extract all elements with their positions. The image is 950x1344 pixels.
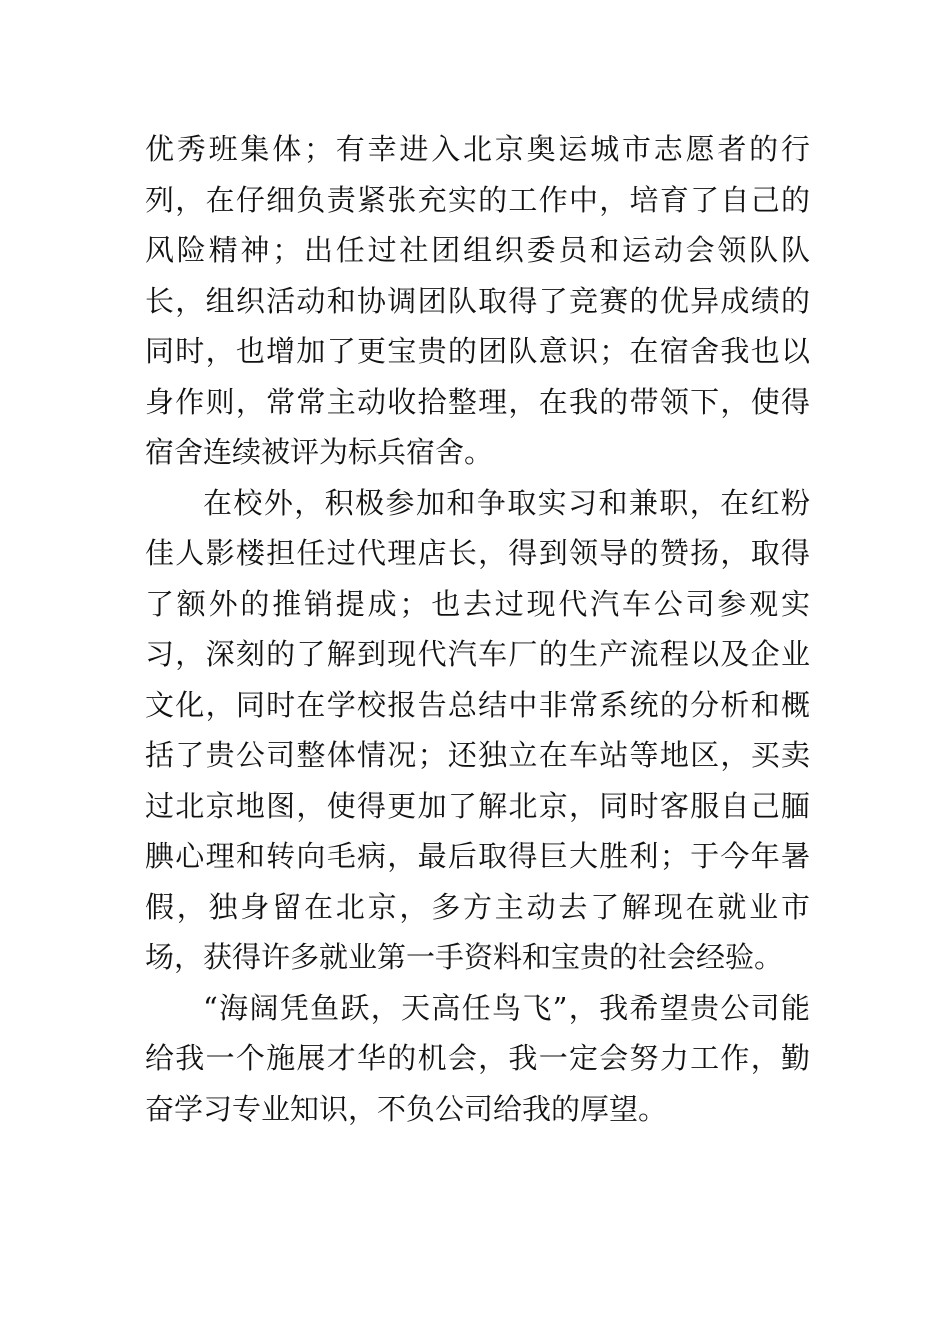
document-body [145,124,810,1134]
paragraph-continued: 优秀班集体；有幸进入北京奥运城市志愿者的行列，在仔细负责紧张充实的工作中，培育了自己的风险精神；出任过社团组织委员和运动会领队队长，组织活动和协调团队取得了竞赛的优异成绩的同时，也增加了更宝贵的团队意识；在宿舍我也以身作则，常常主动收拾整理，在我的带领下，使得宿舍连续被评为标兵宿舍。 [145,132,810,469]
paragraph-closing: “海阔凭鱼跃，天高任鸟飞”，我希望贵公司能给我一个施展才华的机会，我一定会努力工作，勤奋学习专业知识，不负公司给我的厚望。 [145,990,810,1126]
paragraph-off-campus: 在校外，积极参加和争取实习和兼职，在红粉佳人影楼担任过代理店长，得到领导的赞扬，取得了额外的推销提成；也去过现代汽车公司参观实习，深刻的了解到现代汽车厂的生产流程以及企业文化，同时在学校报告总结中非常系统的分析和概括了贵公司整体情况；还独立在车站等地区，买卖过北京地图，使得更加了解北京，同时客服自己腼腆心理和转向毛病，最后取得巨大胜利；于今年暑假，独身留在北京，多方主动去了解现在就业市场，获得许多就业第一手资料和宝贵的社会经验。 [145,485,810,974]
